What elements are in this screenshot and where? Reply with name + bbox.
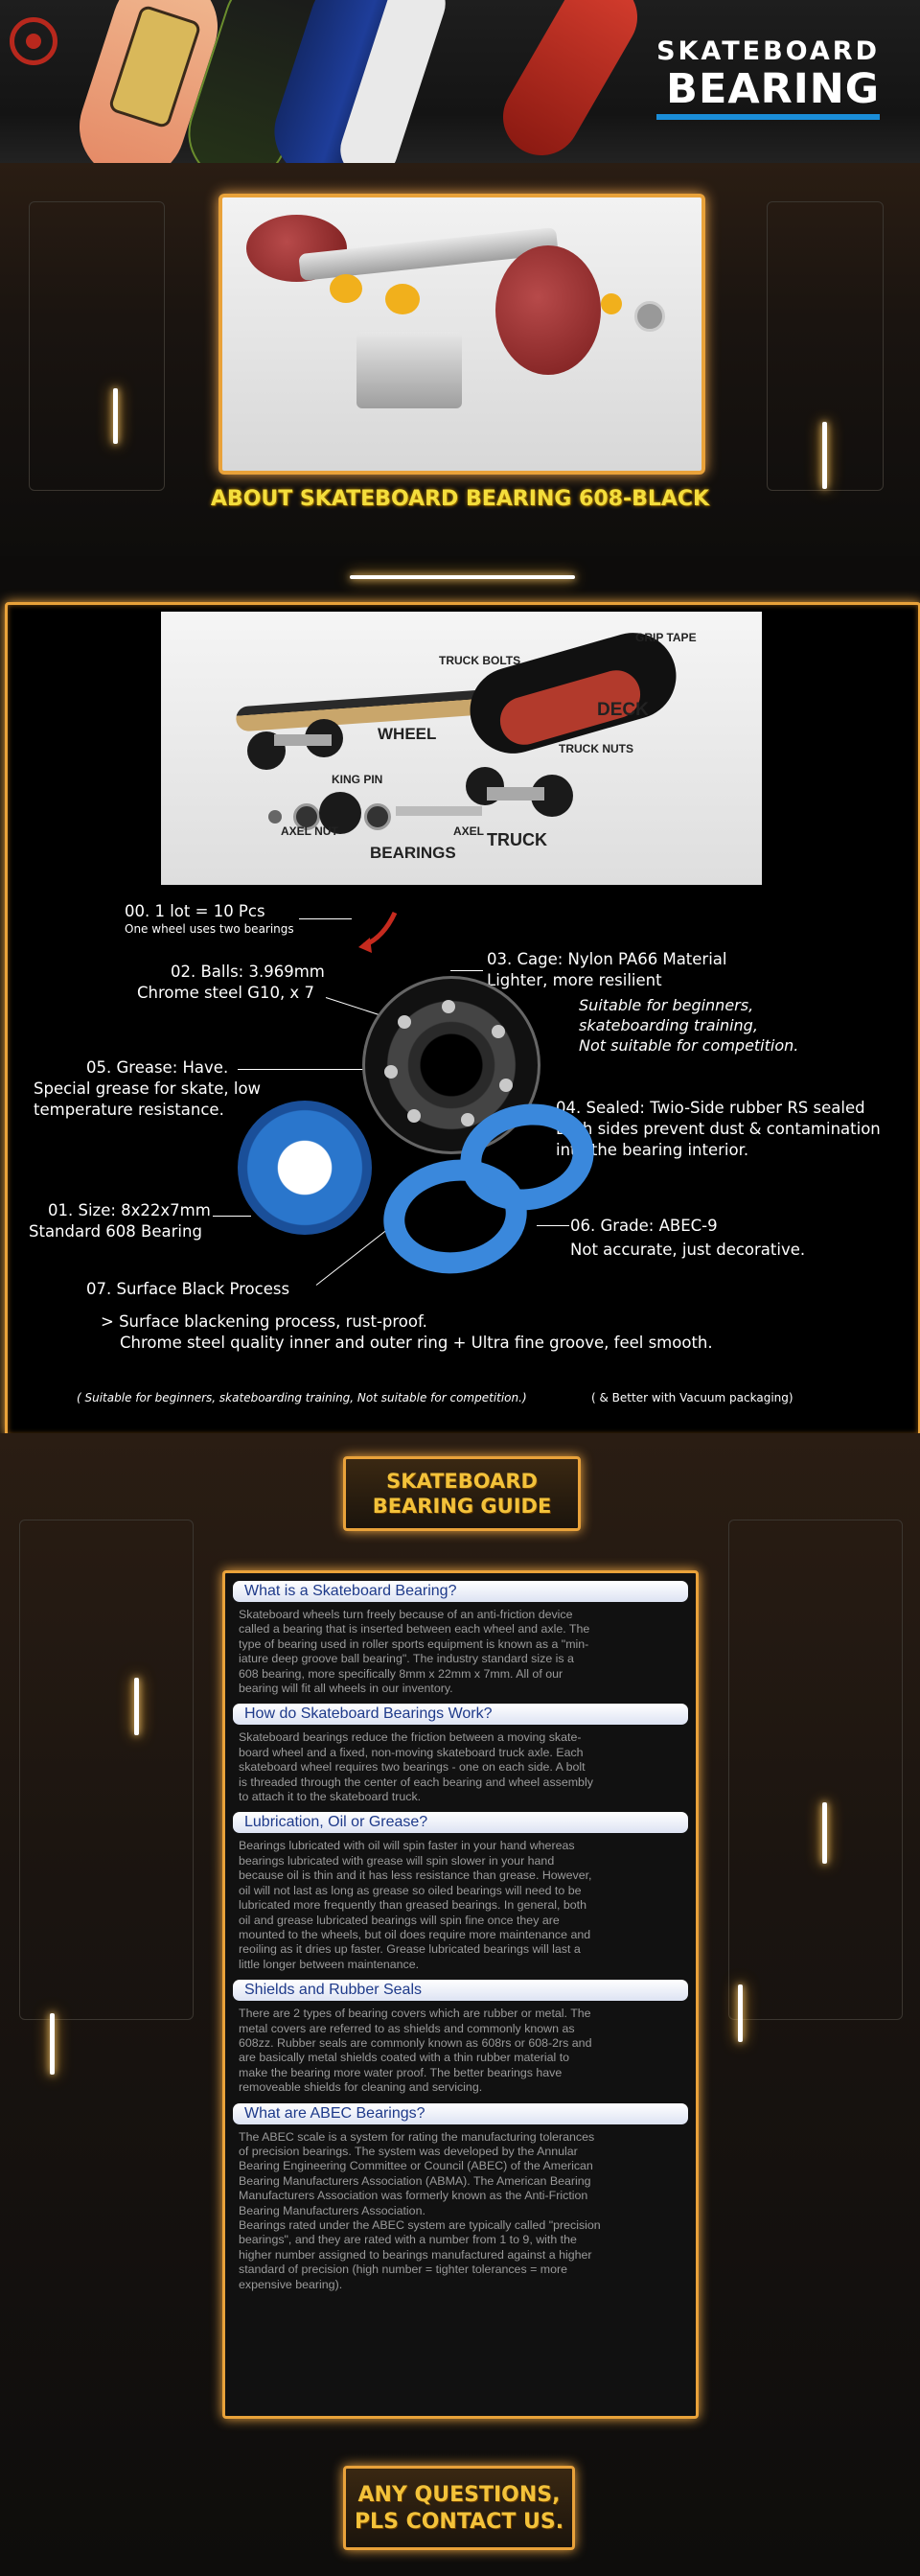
spec-sealed-line1: 04. Sealed: Twio-Side rubber RS sealed — [556, 1099, 865, 1117]
label-truck: TRUCK — [487, 830, 547, 849]
spec-lot: 00. 1 lot = 10 Pcs — [125, 902, 265, 920]
spec-balls-line1: 02. Balls: 3.969mm — [171, 963, 325, 981]
bearing-ball — [384, 1065, 398, 1079]
bearing-ball — [461, 1113, 474, 1126]
decor-frame — [19, 1520, 194, 2020]
neon-light — [822, 422, 827, 489]
label-truck-nuts: TRUCK NUTS — [559, 742, 633, 755]
guide-title-line2: BEARING GUIDE — [372, 1495, 552, 1518]
spec-sealed-line2: Both sides prevent dust & contamination — [556, 1120, 881, 1138]
guide-heading-lubrication: Lubrication, Oil or Grease? — [233, 1812, 688, 1833]
spec-cage-line4: skateboarding training, — [579, 1016, 758, 1034]
brand-title-line2: BEARING — [666, 65, 880, 113]
wheel-image — [495, 245, 601, 375]
spec-grease-line2: Special grease for skate, low — [34, 1079, 262, 1098]
spec-surface-line1: 07. Surface Black Process — [86, 1280, 290, 1298]
brand-title-line1: SKATEBOARD — [656, 36, 880, 66]
neon-light — [738, 1984, 743, 2042]
bearing-shape — [364, 803, 391, 830]
header-banner — [0, 0, 920, 163]
guide-body-lubrication: Bearings lubricated with oil will spin faster in your hand whereas bearings lubricated with grease will spin slower in your hand because oil is thin and it has less resistance than grease. However, oil will not last as long as grease so oiled bearings will need to be lubricated more frequently than greased bearings. In general, both oil and grease lubricated bearings will spin fine once they are mounted to the wheels, but oil does require more maintenance and reoiling as it dries up faster. Grease lubricated bearings will last a little longer between maintenance. — [239, 1839, 592, 1971]
neon-light — [134, 1678, 139, 1735]
spec-grade-line1: 06. Grade: ABEC-9 — [570, 1217, 718, 1235]
guide-body-what-is: Skateboard wheels turn freely because of an anti-friction device called a bearing that is inserted between each wheel and axle. The type of bearing used in roller sports equipment is known as a "min- iature deep groove ball bearing". The industry standard size is a 608 bearing, more specifically 8mm x 22mm x 7mm. All of our bearing will fit all wheels in our inventory. — [239, 1608, 590, 1696]
neon-light — [113, 388, 118, 444]
spec-grade-line2: Not accurate, just decorative. — [570, 1241, 806, 1259]
bearing-ball — [499, 1079, 513, 1092]
spacer-image — [601, 293, 622, 314]
contact-us-button[interactable] — [343, 2466, 575, 2550]
bearing-ball — [492, 1025, 505, 1038]
red-arrow-icon — [355, 909, 402, 957]
brand-logo-icon — [10, 17, 58, 65]
spec-cage-line1: 03. Cage: Nylon PA66 Material — [487, 950, 727, 968]
truck-photo — [218, 194, 705, 475]
baseplate-image — [356, 332, 462, 408]
bushing-image — [330, 274, 362, 303]
contact-line1: ANY QUESTIONS, — [357, 2483, 561, 2507]
guide-heading-abec: What are ABEC Bearings? — [233, 2103, 688, 2124]
guide-title-button — [343, 1456, 581, 1531]
axle-nut-image — [634, 301, 665, 332]
spec-footnote-2: ( & Better with Vacuum packaging) — [591, 1391, 794, 1404]
label-king-pin: KING PIN — [332, 773, 383, 786]
decor-frame — [29, 201, 165, 491]
label-wheel: WHEEL — [378, 725, 437, 743]
spec-cage-line5: Not suitable for competition. — [579, 1036, 799, 1055]
neon-light — [350, 575, 575, 579]
bearing-ball — [442, 1000, 455, 1013]
spec-sealed-line3: into the bearing interior. — [556, 1141, 749, 1159]
label-axel: AXEL — [453, 824, 485, 838]
guide-body-how-work: Skateboard bearings reduce the friction between a moving skate- board wheel and a fixed, non-moving skateboard truck axle. Each skateboard wheel requires two bearings - one on each side. A bolt is threaded through the center of each bearing and wheel assembly to attach it to the skateboard truck. — [239, 1730, 593, 1804]
guide-heading-how-work: How do Skateboard Bearings Work? — [233, 1704, 688, 1725]
axle-shape — [396, 806, 482, 816]
bushing-image — [385, 284, 420, 314]
axle-nut-shape — [268, 810, 282, 824]
label-bearings: BEARINGS — [370, 844, 456, 862]
guide-title-line1: SKATEBOARD — [386, 1470, 538, 1493]
spec-cage-line3: Suitable for beginners, — [579, 996, 754, 1014]
spec-balls-line2: Chrome steel G10, x 7 — [137, 984, 314, 1002]
bearing-ball — [398, 1015, 411, 1029]
leader-line — [213, 1216, 251, 1217]
brand-underline — [656, 114, 880, 120]
guide-heading-shields: Shields and Rubber Seals — [233, 1980, 688, 2001]
truck-shape — [487, 787, 544, 801]
spec-lot-note: One wheel uses two bearings — [125, 922, 294, 936]
truck-shape — [274, 734, 332, 746]
neon-light — [822, 1802, 827, 1864]
spec-size-line1: 01. Size: 8x22x7mm — [48, 1201, 211, 1219]
bearing-ball — [407, 1109, 421, 1123]
spec-cage-line2: Lighter, more resilient — [487, 971, 662, 989]
guide-body-shields: There are 2 types of bearing covers which are rubber or metal. The metal covers are referred to as shields and commonly known as 608zz. Rubber seals are commonly known as 608rs or 608-2rs and are basically metal shields coated with a thin rubber material to make the bearing more water proof. The better bearings have removeable shields for cleaning and servicing. — [239, 2007, 592, 2095]
spec-size-line2: Standard 608 Bearing — [29, 1222, 202, 1241]
leader-line — [299, 918, 352, 919]
guide-heading-what-is: What is a Skateboard Bearing? — [233, 1581, 688, 1602]
spec-grease-line3: temperature resistance. — [34, 1101, 224, 1119]
leader-line — [450, 970, 483, 971]
blue-bearing-image — [238, 1101, 372, 1235]
label-truck-bolts: TRUCK BOLTS — [439, 654, 521, 667]
label-axel-nut: AXEL NUT — [281, 824, 338, 838]
neon-light — [50, 2013, 55, 2075]
guide-body-abec: The ABEC scale is a system for rating the manufacturing tolerances of precision bearings. The system was developed by the Annular Bearing Engineering Committee or Council (ABEC) of the American Bearing Manufacturers Association (ABMA). The American Bearing Manufacturers Association was formerly known as the Anti-Friction Bearing Manufacturers Association. Bearings rated under the ABEC system are typically called "precision bearings", and they are rated with a number from 1 to 9, with the higher number assigned to bearings manufactured against a higher standard of precision (high number = tighter tolerances = more expensive bearing). — [239, 2129, 601, 2291]
spec-surface-line3: Chrome steel quality inner and outer ring + Ultra fine groove, feel smooth. — [120, 1334, 713, 1352]
spec-grease-line1: 05. Grease: Have. — [86, 1058, 229, 1077]
label-grip-tape: GRIP TAPE — [635, 631, 697, 644]
about-title: ABOUT SKATEBOARD BEARING 608-BLACK — [210, 487, 710, 511]
spec-footnote-1: ( Suitable for beginners, skateboarding training, Not suitable for competition.) — [77, 1391, 527, 1404]
deck-image-5 — [489, 0, 651, 163]
brand-title — [656, 36, 880, 120]
spec-surface-line2: > Surface blackening process, rust-proof. — [101, 1312, 427, 1331]
guide-panel — [222, 1570, 699, 2419]
label-deck: DECK — [597, 700, 649, 720]
contact-line2: PLS CONTACT US. — [354, 2510, 564, 2534]
decor-frame — [728, 1520, 903, 2020]
skateboard-anatomy-diagram — [161, 612, 762, 885]
leader-line — [537, 1225, 569, 1226]
